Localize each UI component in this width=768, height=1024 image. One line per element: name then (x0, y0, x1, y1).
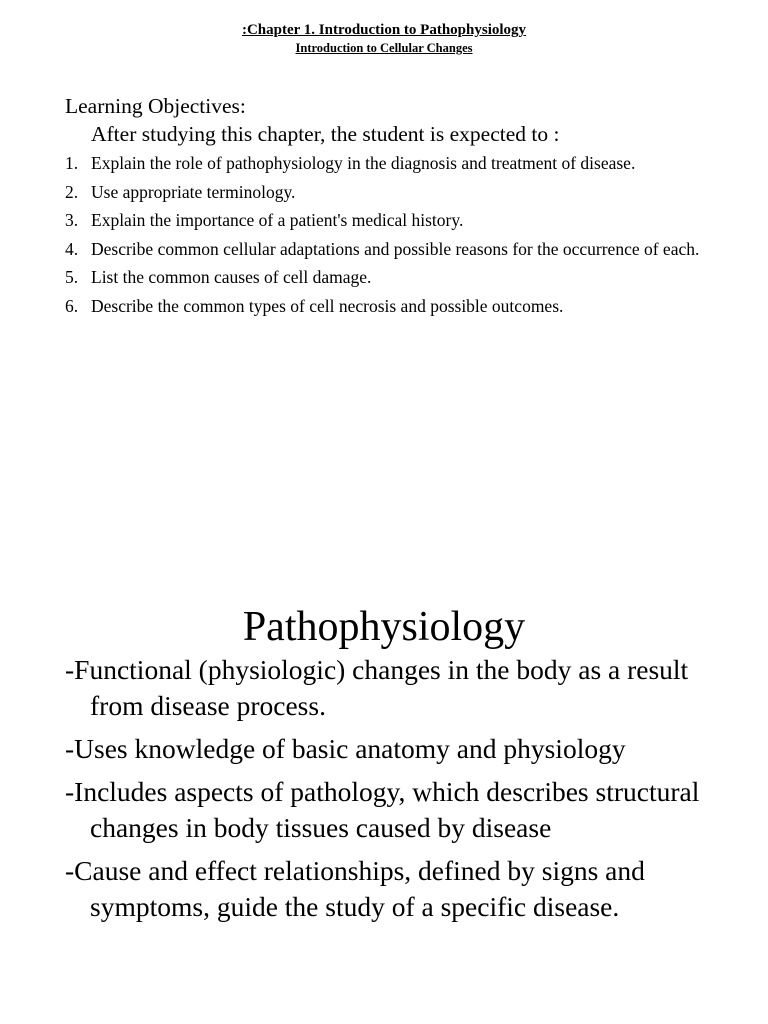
objective-text: Describe the common types of cell necrosis and possible outcomes. (91, 295, 564, 316)
objective-text: Explain the role of pathophysiology in the diagnosis and treatment of disease. (91, 153, 636, 173)
objective-number: 1. (65, 153, 79, 173)
objective-item (65, 237, 705, 261)
objective-text: List the common causes of cell damage. (91, 267, 372, 287)
section-point: -Uses knowledge of basic anatomy and physiology (65, 733, 626, 764)
objective-item (65, 265, 705, 289)
section-point: -Includes aspects of pathology, which describes structural changes in body tissues caused by disease (65, 776, 700, 843)
objective-number: 4. (65, 238, 79, 259)
objective-item (65, 294, 705, 318)
objective-number: 5. (65, 267, 79, 287)
objective-text: Use appropriate terminology. (91, 181, 296, 202)
objective-number: 2. (65, 181, 79, 202)
section-points (65, 652, 745, 932)
chapter-subtitle: Introduction to Cellular Changes (295, 41, 473, 55)
objective-item (65, 180, 705, 204)
chapter-title: :Chapter 1. Introduction to Pathophysiology (241, 22, 527, 38)
objectives-heading: Learning Objectives: (65, 94, 246, 118)
page-header (0, 20, 768, 56)
objective-text: Explain the importance of a patient's medical history. (91, 210, 464, 230)
objective-text: Describe common cellular adaptations and possible reasons for the occurrence of each. (91, 238, 700, 259)
objective-item (65, 208, 705, 232)
section-title: Pathophysiology (242, 604, 526, 650)
objective-number: 6. (65, 295, 79, 316)
objective-number: 3. (65, 210, 79, 230)
objective-item (65, 151, 705, 175)
learning-objectives (65, 93, 705, 322)
objectives-intro: After studying this chapter, the student is expected to : (91, 122, 560, 146)
section-point: -Functional (physiologic) changes in the body as a result from disease process. (65, 654, 689, 721)
objectives-list (65, 151, 705, 318)
section-point: -Cause and effect relationships, defined by signs and symptoms, guide the study of a specific disease. (65, 855, 645, 922)
